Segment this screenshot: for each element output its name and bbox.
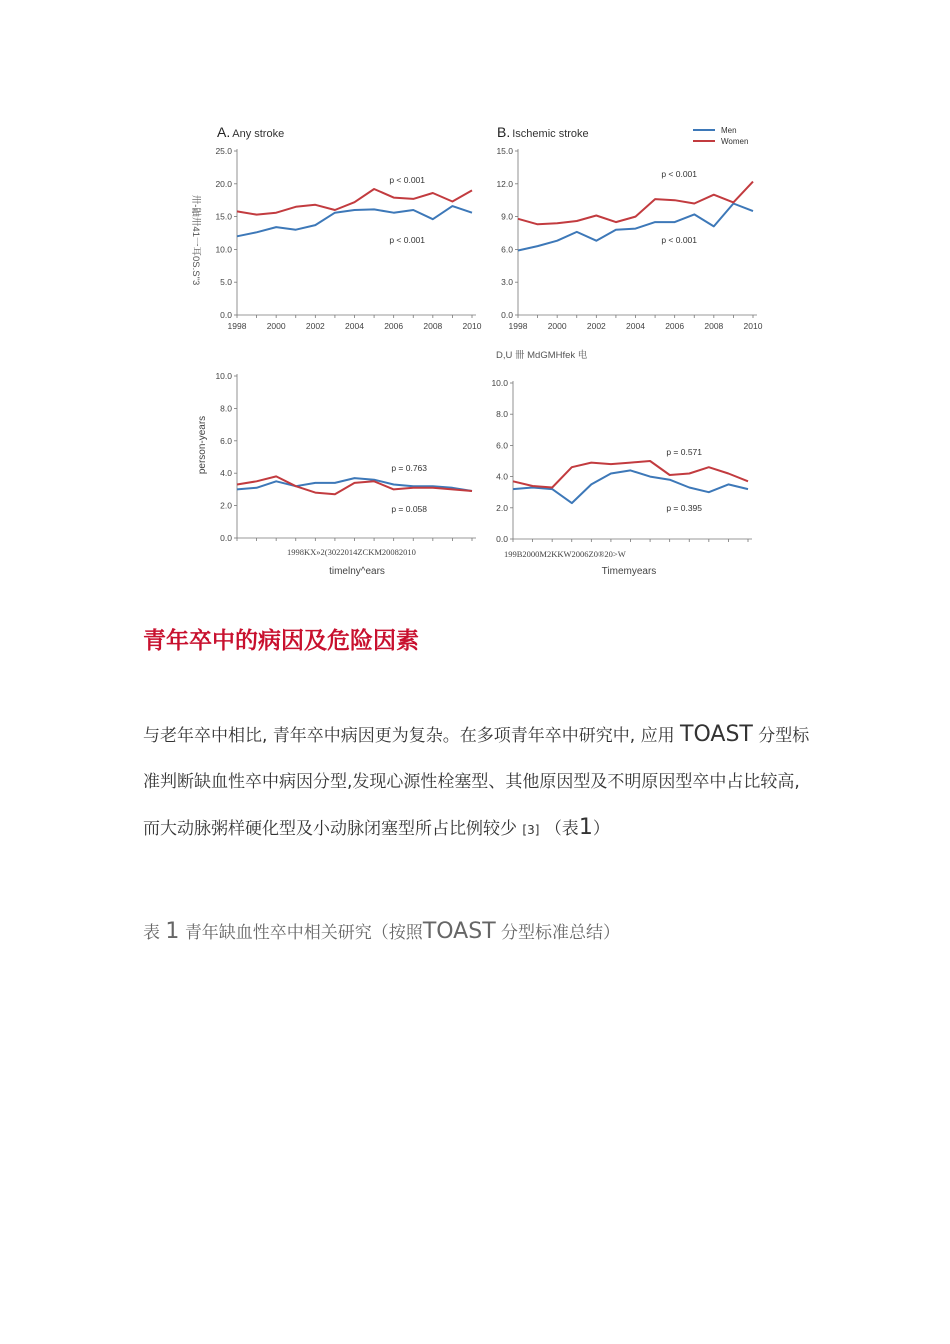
legend-men-label: Men	[721, 126, 737, 135]
series-line-women	[518, 182, 753, 225]
caption-prefix: 表	[143, 923, 160, 943]
line1-text-a: 与老年卒中相比, 青年卒中病因更为复杂。在多项青年卒中研究中, 应用	[143, 726, 675, 746]
panel-2	[215, 371, 476, 543]
series-line-men	[518, 204, 753, 251]
p-value-annotation: p = 0.395	[666, 503, 702, 513]
section-heading: 青年卒中的病因及危险因素	[143, 628, 419, 654]
citation-ref[interactable]: [3]	[522, 823, 540, 837]
y-tick-label: 10.0	[215, 244, 232, 255]
y-tick-label: 6.0	[220, 435, 232, 446]
y-tick-label: 2.0	[496, 502, 508, 513]
x-tick-label: 2010	[743, 321, 763, 331]
p-value-annotation: p = 0.763	[391, 463, 427, 473]
panel-d-xlabel: Timemyears	[601, 566, 657, 577]
p-value-annotation: p = 0.571	[666, 447, 702, 457]
paragraph-line-2: 准判断缺血性卒中病因分型,发现心源性栓塞型、其他原因型及不明原因型卒中占比较高,	[143, 772, 800, 792]
panel-a-title: A. Any stroke	[217, 124, 285, 140]
y-tick-label: 15.0	[215, 211, 232, 222]
p-value-annotation: p < 0.001	[389, 175, 425, 185]
line3-text-a: 而大动脉粥样硬化型及小动脉闭塞型所占比例较少	[143, 819, 517, 839]
y-tick-label: 4.0	[220, 468, 232, 479]
panel-1	[496, 146, 762, 331]
panel-c-xtick-text: 1998KX»2(3022014ZCKM20082010	[287, 547, 416, 557]
y-tick-label: 8.0	[496, 409, 508, 420]
line3-text-b: （表	[544, 819, 579, 839]
table-caption	[143, 918, 620, 944]
y-tick-label: 0.0	[220, 533, 232, 543]
x-tick-label: 2002	[586, 321, 606, 331]
panel-d-xtick-text: 199B2000M2KKW2006Z0®20>W	[504, 549, 626, 559]
y-tick-label: 25.0	[215, 146, 232, 156]
x-tick-label: 1998	[508, 321, 528, 331]
x-tick-label: 2000	[266, 321, 286, 331]
y-tick-label: 10.0	[215, 371, 232, 381]
mid-noise-text: D,U 卌 MdGMHfek 电	[496, 350, 588, 361]
line3-text-c: ）	[592, 819, 610, 839]
y-tick-label: 10.0	[491, 378, 508, 388]
panel-b-title: B. Ischemic stroke	[497, 124, 589, 140]
series-line-men	[237, 206, 472, 236]
stroke-incidence-figure	[175, 115, 775, 585]
p-value-annotation: p < 0.001	[389, 235, 425, 245]
panel-3	[491, 378, 752, 544]
line1-text-b: 分型标	[758, 726, 810, 746]
x-tick-label: 2006	[665, 321, 685, 331]
panel-0	[215, 146, 481, 331]
panel-c-ylabel: person-years	[197, 415, 208, 475]
y-tick-label: 9.0	[501, 211, 513, 222]
line3-table-num: 1	[578, 815, 593, 840]
y-tick-label: 5.0	[220, 277, 232, 288]
x-tick-label: 2004	[626, 321, 645, 331]
series-line-women	[513, 461, 748, 488]
y-tick-label: 2.0	[220, 500, 232, 511]
left-ylabel-noise: 卅-鼬卅41一耳0S.S"3	[190, 194, 201, 286]
legend	[693, 126, 748, 146]
y-tick-label: 12.0	[496, 178, 513, 189]
caption-text-b: 分型标准总结）	[501, 923, 621, 943]
y-tick-label: 15.0	[496, 146, 513, 156]
y-tick-label: 6.0	[501, 244, 513, 255]
y-tick-label: 8.0	[220, 403, 232, 414]
x-tick-label: 2006	[384, 321, 404, 331]
x-tick-label: 2008	[704, 321, 724, 331]
y-tick-label: 0.0	[220, 310, 232, 320]
paragraph-line-3	[143, 805, 903, 853]
y-tick-label: 0.0	[496, 534, 508, 544]
x-tick-label: 2004	[345, 321, 364, 331]
paragraph-line-1	[143, 712, 903, 759]
body-paragraph	[143, 712, 903, 853]
x-tick-label: 2002	[305, 321, 325, 331]
legend-women-label: Women	[721, 137, 749, 146]
p-value-annotation: p = 0.058	[391, 504, 427, 514]
panel-c-xlabel: timelny^ears	[329, 566, 385, 577]
plot-area	[215, 146, 762, 544]
caption-number: 1	[165, 919, 180, 944]
y-tick-label: 20.0	[215, 178, 232, 189]
y-tick-label: 6.0	[496, 440, 508, 451]
x-tick-label: 2008	[423, 321, 443, 331]
caption-toast: TOAST	[422, 919, 496, 944]
p-value-annotation: p < 0.001	[661, 235, 697, 245]
y-tick-label: 4.0	[496, 471, 508, 482]
x-tick-label: 1998	[227, 321, 247, 331]
x-tick-label: 2000	[547, 321, 567, 331]
y-tick-label: 3.0	[501, 277, 513, 288]
p-value-annotation: p < 0.001	[661, 169, 697, 179]
figure-svg	[175, 115, 775, 585]
y-tick-label: 0.0	[501, 310, 513, 320]
x-tick-label: 2010	[462, 321, 482, 331]
caption-text-a: 青年缺血性卒中相关研究（按照	[184, 923, 423, 943]
line1-toast: TOAST	[680, 722, 753, 747]
